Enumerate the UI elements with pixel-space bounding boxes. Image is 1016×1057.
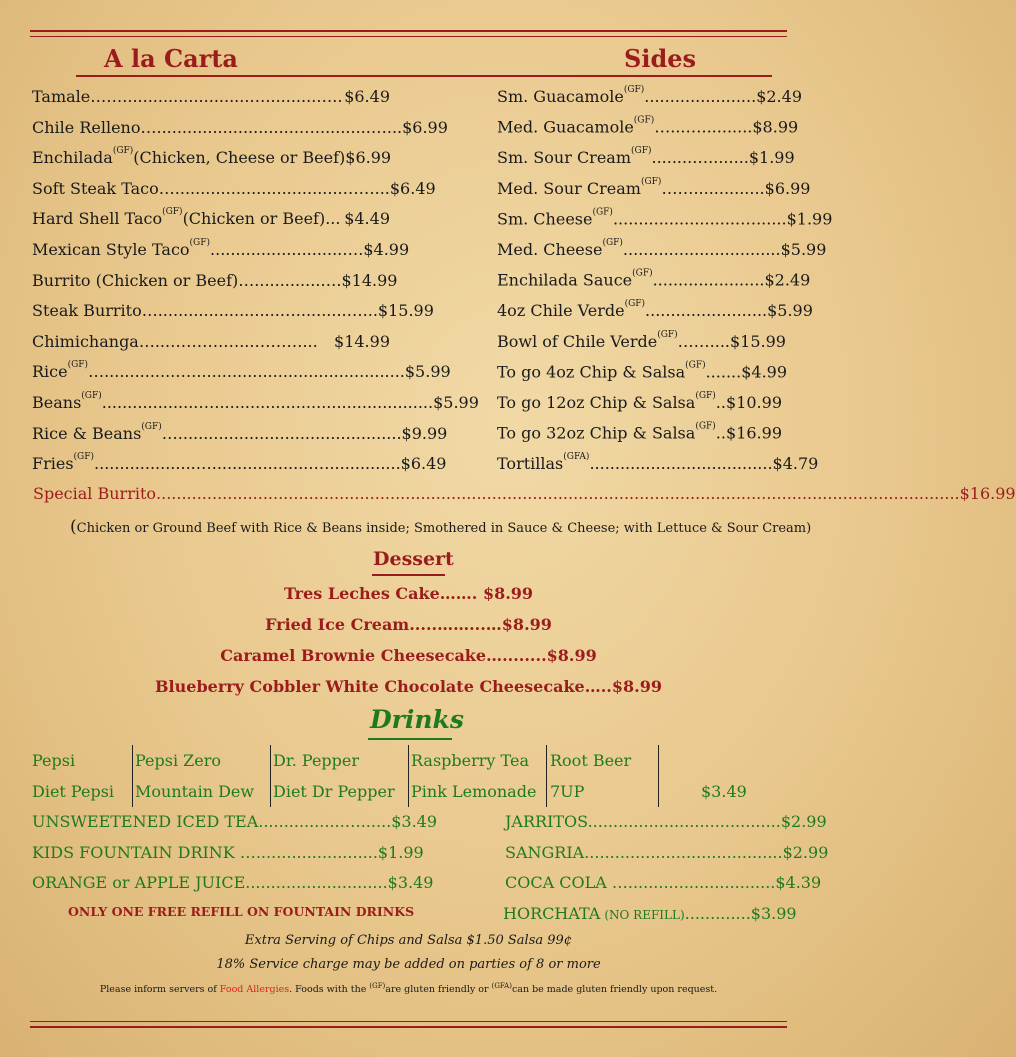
drink-item: UNSWEETENED ICED TEA.................…......$3.49 (32, 812, 438, 831)
gf-tag: (GF) (657, 329, 678, 340)
grid-divider-5 (658, 745, 659, 807)
item-price: $1.99 (786, 209, 833, 229)
gf-tag: (GF) (632, 268, 653, 279)
item-price: $15.99 (377, 301, 434, 321)
top-rule-1 (30, 30, 787, 32)
ala-carta-item (32, 87, 390, 106)
soda-price: $3.49 (701, 782, 747, 801)
item-price: $5.99 (780, 240, 827, 259)
item-name: Hard Shell Taco (32, 209, 163, 229)
dot-leader: …............................................ (161, 423, 402, 443)
dot-leader: ... (325, 209, 341, 229)
special-burrito-leader: .............................................................................................................................................................. (156, 484, 960, 503)
ala-carta-item (32, 148, 390, 167)
ala-carta-item (32, 270, 398, 290)
side-item (497, 452, 819, 474)
allergy-text-3: are gluten friendly or (385, 984, 492, 995)
gf-tag: (GF) (592, 207, 613, 218)
dot-leader: …….............. (661, 178, 765, 198)
gfa-tag: (GFA) (491, 982, 512, 990)
soda-item: Diet Dr Pepper (273, 782, 395, 801)
side-item (497, 421, 782, 443)
item-price: $4.79 (772, 454, 819, 474)
ala-carta-item (32, 238, 410, 259)
sides-heading: Sides (624, 44, 697, 73)
item-price: $8.99 (752, 117, 799, 137)
gf-tag: (GF) (685, 360, 706, 371)
item-price: $16.99 (726, 423, 782, 443)
item-price: $6.49 (389, 178, 436, 198)
side-item (497, 115, 799, 137)
grid-divider-4 (546, 745, 547, 807)
description-text: Chicken or Ground Beef with Rice & Beans inside; Smothered in Sauce & Cheese; with Lettuce & Sour Cream) (76, 521, 812, 536)
item-name: Enchilada (32, 148, 113, 168)
dot-leader: .. (715, 393, 726, 412)
drinks-heading: Drinks (370, 705, 464, 734)
allergy-text-4: can be made gluten friendly upon request. (511, 984, 718, 995)
gf-tag: (GF) (695, 391, 716, 401)
dot-leader: .........................…...... (612, 209, 787, 229)
bottom-rule-2 (30, 1026, 787, 1028)
dot-leader: ............................... (622, 240, 781, 259)
dot-leader: .................................... (589, 454, 773, 474)
item-price: $4.99 (363, 240, 410, 259)
dot-leader: ...................... (644, 87, 757, 106)
food-allergies-text: Food Allergies (219, 984, 290, 995)
drink-name: HORCHATA (503, 903, 601, 923)
drinks-underline (368, 738, 452, 740)
side-item (497, 268, 811, 290)
item-name: Sm. Cheese (497, 209, 593, 229)
item-price: $14.99 (341, 270, 398, 290)
grid-divider-3 (408, 745, 409, 807)
gf-tag: (GF) (369, 982, 386, 990)
top-rule-2 (30, 36, 787, 37)
item-name: Bowl of Chile Verde (497, 331, 658, 351)
gf-tag: (GF) (623, 85, 645, 95)
soda-item: Diet Pepsi (32, 782, 115, 801)
item-name: Med. Cheese (497, 240, 603, 259)
dot-leader: ..........................…. (210, 240, 364, 259)
dot-leader: ............. (684, 903, 751, 923)
dessert-item: Caramel Brownie Cheesecake…........$8.99 (220, 646, 597, 665)
dot-leader: ...................... (652, 270, 765, 290)
item-price: $2.49 (764, 270, 811, 290)
side-item (497, 329, 786, 351)
soda-item: Raspberry Tea (411, 751, 529, 770)
soda-item: Dr. Pepper (273, 751, 360, 770)
item-name: Rice & Beans (32, 423, 142, 443)
item-name: Med. Sour Cream (497, 178, 641, 198)
dot-leader: ........................ (645, 301, 768, 321)
gf-tag: (GF) (73, 452, 95, 463)
item-name: To go 12oz Chip & Salsa (497, 393, 696, 412)
gf-tag: (GF) (602, 238, 623, 248)
grid-divider-1 (132, 745, 133, 807)
item-name: Steak Burrito (32, 301, 142, 321)
ala-carta-item (32, 332, 390, 351)
gf-tag: (GF) (633, 115, 655, 126)
item-name: Tortillas (497, 454, 564, 474)
allergy-text-1: Please inform servers of (99, 984, 220, 995)
item-price: $6.99 (402, 117, 448, 137)
dot-leader: ....................…....................….............. (94, 454, 401, 474)
item-name: Chimichanga (32, 331, 139, 351)
side-item (497, 207, 833, 229)
gf-tag: (GF) (67, 360, 89, 371)
ala-carta-item (32, 178, 436, 198)
special-burrito-price: $16.99 (959, 484, 1016, 503)
gf-tag: (GF) (695, 421, 716, 432)
drink-item: COCA COLA ….............................$4.39 (505, 873, 822, 893)
side-item (497, 393, 782, 412)
gf-tag: (GFA) (563, 452, 590, 463)
drink-item: SANGRIA.......................................$2.99 (505, 842, 829, 862)
dessert-item: Fried Ice Cream.....……...…$8.99 (265, 615, 552, 634)
header-underline (76, 75, 772, 77)
dot-leader: …….... (677, 331, 730, 351)
drink-item: KIDS FOUNTAIN DRINK …........................$1.99 (32, 842, 424, 862)
open-paren: ( (70, 517, 77, 537)
item-name: Enchilada Sauce (497, 270, 633, 290)
gf-tag: (GF) (624, 299, 646, 310)
gf-tag: (GF) (112, 146, 134, 157)
item-name: Beans (32, 393, 82, 412)
side-item (497, 360, 788, 382)
dot-leader: …............................…...........…... (140, 117, 403, 137)
item-name: Burrito (Chicken or Beef) (32, 270, 239, 290)
drink-price: $3.99 (750, 903, 797, 923)
dessert-heading: Dessert (373, 548, 454, 570)
dessert-underline (372, 574, 445, 576)
dot-leader: ....... (705, 362, 742, 382)
item-name: Chile Relleno (32, 117, 141, 137)
soda-item: Root Beer (550, 751, 632, 770)
allergy-text-2: . Foods with the (289, 984, 370, 995)
item-detail: (Chicken or Beef) (182, 209, 326, 229)
item-price: $15.99 (730, 331, 786, 351)
dot-leader: ........…........ (651, 148, 749, 168)
item-price: $5.99 (767, 301, 813, 321)
soda-item: Mountain Dew (135, 782, 255, 801)
side-item (497, 238, 827, 259)
item-name: Med. Guacamole (497, 117, 634, 137)
grid-divider-2 (270, 745, 271, 807)
special-burrito-row (33, 484, 1016, 503)
item-name: Mexican Style Taco (32, 240, 190, 259)
item-price: $1.99 (748, 148, 795, 168)
side-item (497, 146, 795, 168)
gf-tag: (GF) (162, 207, 183, 218)
dessert-item: Tres Leches Cake……. $8.99 (283, 584, 534, 603)
dot-leader: …...….......... (654, 117, 753, 137)
gf-tag: (GF) (189, 238, 211, 248)
item-price: $6.99 (345, 148, 392, 168)
item-price: $5.99 (433, 393, 479, 412)
no-refill-note: (NO REFILL) (604, 907, 685, 922)
soda-item: 7UP (550, 782, 585, 801)
gf-tag: (GF) (141, 421, 162, 432)
ala-carta-item (32, 452, 447, 474)
ala-carta-item (32, 391, 479, 412)
item-price: $4.49 (344, 209, 390, 229)
soda-item: Pepsi Zero (135, 751, 222, 770)
dot-leader: ….............…. (238, 270, 342, 290)
dot-leader: ...................…........................................... (101, 393, 434, 412)
ala-carta-item (32, 209, 390, 228)
item-price: $9.99 (401, 423, 448, 443)
gf-tag: (GF) (631, 146, 652, 157)
extra-chips-line: Extra Serving of Chips and Salsa $1.50 Salsa 99¢ (244, 933, 573, 948)
side-item (497, 85, 802, 106)
allergy-note (0, 984, 817, 995)
dot-leader: …...……….…...………... (138, 331, 318, 351)
ala-carta-item (32, 117, 448, 137)
dot-leader: …….........................…..........….. (90, 87, 343, 106)
item-price: $10.99 (726, 393, 782, 412)
gf-tag: (GF) (81, 391, 102, 401)
ala-carta-item (32, 301, 434, 321)
item-detail: (Chicken, Cheese or Beef) (133, 148, 346, 168)
item-price: $5.99 (404, 362, 451, 382)
item-name: Soft Steak Taco (32, 178, 159, 198)
item-price: $6.99 (764, 178, 811, 198)
item-name: Sm. Guacamole (497, 87, 624, 106)
dot-leader: …..............….......................................... (88, 362, 405, 382)
dot-leader: …........................…..........…... (141, 301, 378, 321)
dessert-item: Blueberry Cobbler White Chocolate Cheesecake…..$8.99 (155, 677, 662, 696)
special-burrito-name: Special Burrito (33, 484, 157, 503)
service-charge-line: 18% Service charge may be added on parties of 8 or more (216, 957, 601, 972)
gf-tag: (GF) (640, 176, 662, 187)
item-price: $14.99 (334, 331, 390, 351)
item-name: To go 4oz Chip & Salsa (497, 362, 686, 382)
drink-item: JARRITOS......................................$2.99 (505, 812, 827, 831)
item-name: To go 32oz Chip & Salsa (497, 423, 696, 443)
item-name: Sm. Sour Cream (497, 148, 632, 168)
item-name: Fries (32, 454, 74, 474)
special-burrito-description (70, 517, 811, 537)
bottom-rule-1 (30, 1021, 787, 1022)
item-price: $6.49 (400, 454, 447, 474)
dot-leader: ….................................……... (158, 178, 390, 198)
drink-item: ORANGE or APPLE JUICE............................$3.49 (32, 873, 434, 893)
item-price: $4.99 (741, 362, 788, 382)
item-name: 4oz Chile Verde (497, 301, 625, 321)
soda-item: Pepsi (32, 751, 76, 770)
ala-carta-item (32, 421, 448, 443)
drink-item (503, 904, 797, 923)
ala-carta-heading: A la Carta (104, 44, 238, 73)
item-name: Tamale (32, 87, 91, 106)
refill-note: ONLY ONE FREE REFILL ON FOUNTAIN DRINKS (68, 904, 415, 919)
dot-leader: .. (715, 423, 726, 443)
side-item (497, 299, 813, 321)
side-item (497, 176, 811, 198)
item-price: $2.49 (756, 87, 802, 106)
item-price: $6.49 (344, 87, 390, 106)
ala-carta-item (32, 360, 451, 382)
soda-item: Pink Lemonade (411, 782, 537, 801)
item-name: Rice (32, 362, 68, 382)
